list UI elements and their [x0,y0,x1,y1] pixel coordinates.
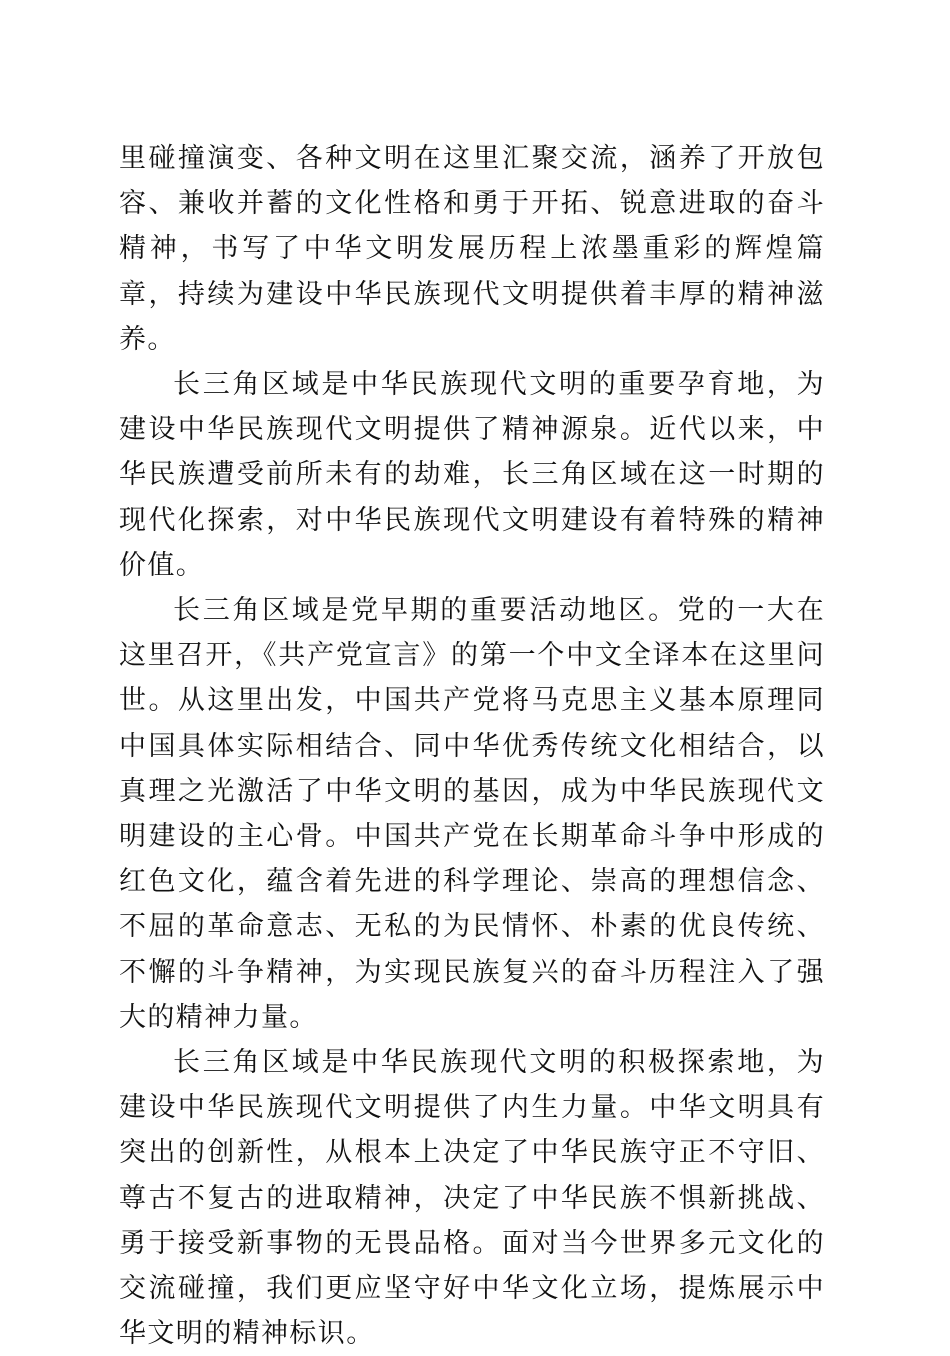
document-body [119,136,825,1356]
paragraph-cultivation-site: 长三角区域是中华民族现代文明的重要孕育地，为建设中华民族现代文明提供了精神源泉。近代以来，中华民族遭受前所未有的劫难，长三角区域在这一时期的现代化探索，对中华民族现代文明建设有着特殊的精神价值。 [119,369,825,581]
paragraph-party-activity: 长三角区域是党早期的重要活动地区。党的一大在这里召开，《共产党宣言》的第一个中文全译本在这里问世。从这里出发，中国共产党将马克思主义基本原理同中国具体实际相结合、同中华优秀传统文化相结合，以真理之光激活了中华文明的基因，成为中华民族现代文明建设的主心骨。中国共产党在长期革命斗争中形成的红色文化，蕴含着先进的科学理论、崇高的理想信念、不屈的革命意志、无私的为民情怀、朴素的优良传统、不懈的斗争精神，为实现民族复兴的奋斗历程注入了强大的精神力量。 [119,595,825,1033]
paragraph-continuation: 里碰撞演变、各种文明在这里汇聚交流，涵养了开放包容、兼收并蓄的文化性格和勇于开拓、锐意进取的奋斗精神，书写了中华文明发展历程上浓墨重彩的辉煌篇章，持续为建设中华民族现代文明提供着丰厚的精神滋养。 [119,143,825,355]
paragraph-exploration-site: 长三角区域是中华民族现代文明的积极探索地，为建设中华民族现代文明提供了内生力量。中华文明具有突出的创新性，从根本上决定了中华民族守正不守旧、尊古不复古的进取精神，决定了中华民族不惧新挑战、勇于接受新事物的无畏品格。面对当今世界多元文化的交流碰撞，我们更应坚守好中华文化立场，提炼展示中华文明的精神标识。 [119,1047,825,1350]
